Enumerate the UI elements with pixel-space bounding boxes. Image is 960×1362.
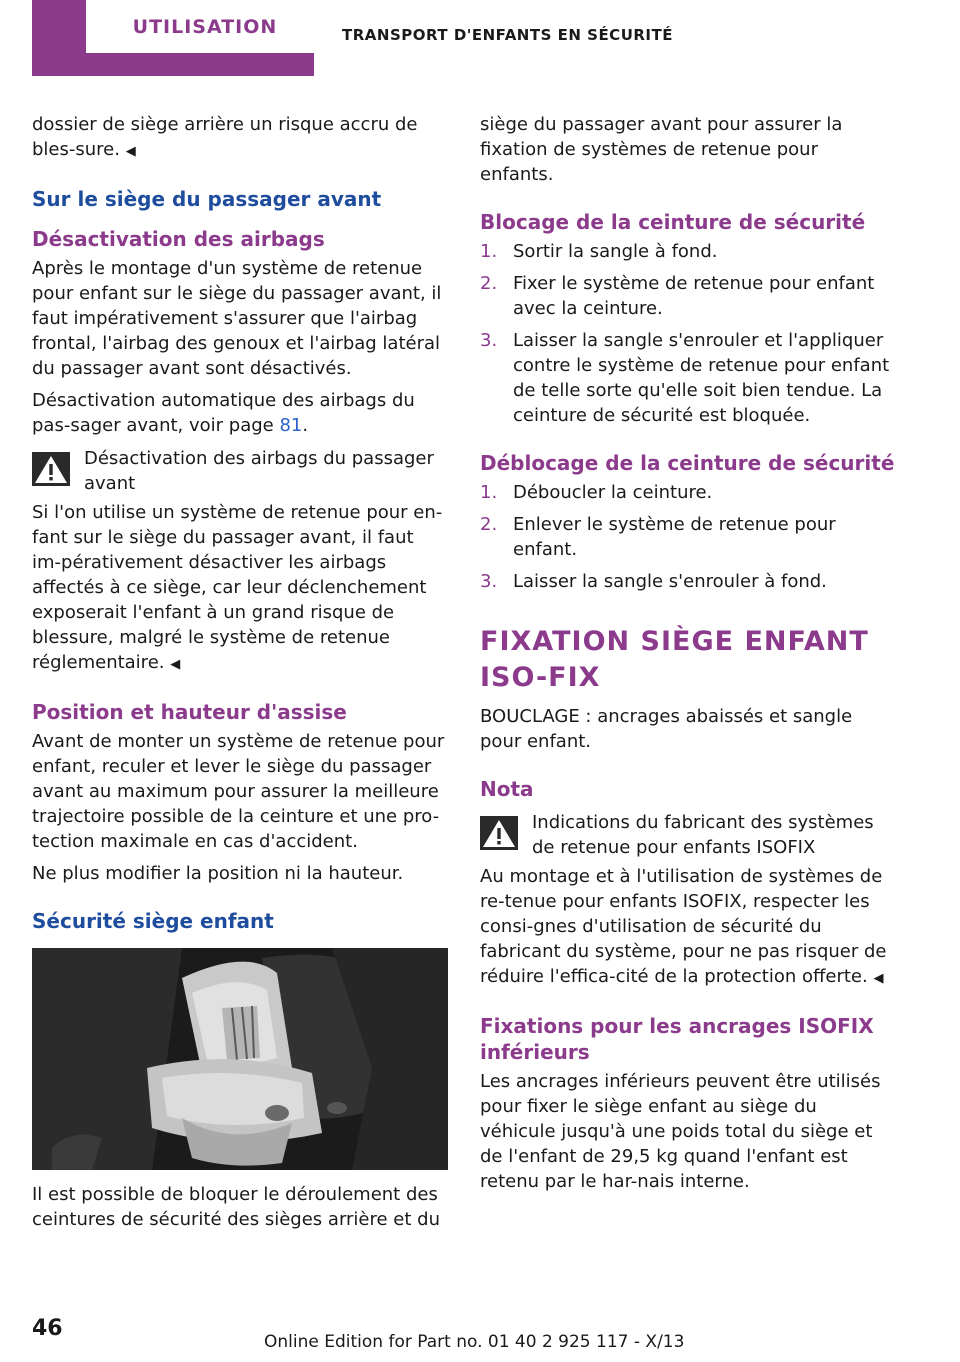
list-unlock-steps xyxy=(480,480,896,594)
warning-body: Au montage et à l'utilisation de systèmes de re-tenue pour enfants ISOFIX, respecter les consi-gnes d'utilisation de sécurité du fabricant du système, pour ne pas risquer de réduire l'effica-cité de la protection offerte. ◀ xyxy=(480,866,887,987)
chapter-title: TRANSPORT D'ENFANTS EN SÉCURITÉ xyxy=(342,26,673,44)
section-tab-bar xyxy=(32,0,314,76)
heading-child-seat-safety: Sécurité siège enfant xyxy=(32,909,274,933)
paragraph-no-modify: Ne plus modifier la position ni la hauteur. xyxy=(32,863,404,884)
warning-title: Indications du fabricant des systèmes de retenue pour enfants ISOFIX xyxy=(532,812,874,858)
page-link[interactable]: 81 xyxy=(279,415,303,436)
heading-airbag-deactivation: Désactivation des airbags xyxy=(32,227,325,251)
right-column xyxy=(480,112,896,1201)
warning-title: Désactivation des airbags du passager avant xyxy=(84,448,434,494)
warning-body: Si l'on utilise un système de retenue pour en-fant sur le siège du passager avant, il faut im-pérativement désactiver les airbags affectés à ce siège, car leur déclenchement exposerait l'enfant à un grand risque de blessure, malgré le système de retenue réglementaire. ◀ xyxy=(32,502,443,673)
warning-triangle-icon xyxy=(480,816,518,850)
heading-isofix: FIXATION SIÈGE ENFANT ISO-FIX xyxy=(480,626,869,693)
heading-belt-unlock: Déblocage de la ceinture de sécurité xyxy=(480,451,895,475)
continued-paragraph: dossier de siège arrière un risque accru de bles-sure. ◀ xyxy=(32,114,418,160)
warning-triangle-icon xyxy=(32,452,70,486)
section-tab: UTILISATION xyxy=(86,0,324,53)
page-number: 46 xyxy=(32,1316,63,1341)
paragraph-bouclage: BOUCLAGE : ancrages abaissés et sangle pour enfant. xyxy=(480,706,853,752)
child-seat-illustration xyxy=(32,948,448,1170)
paragraph-auto-deactivation: Désactivation automatique des airbags du pas-sager avant, voir page 81. xyxy=(32,390,415,436)
heading-lower-anchors: Fixations pour les ancrages ISOFIX inférieurs xyxy=(480,1014,874,1064)
end-mark: ◀ xyxy=(125,144,136,159)
list-item: 3. Laisser la sangle s'enrouler à fond. xyxy=(480,571,827,592)
heading-nota: Nota xyxy=(480,777,534,801)
end-mark: ◀ xyxy=(170,657,181,672)
edition-footer: Online Edition for Part no. 01 40 2 925 117 - X/13 xyxy=(264,1332,685,1352)
list-lock-steps xyxy=(480,239,896,428)
paragraph-deactivation: Après le montage d'un système de retenue pour enfant sur le siège du passager avant, il faut impérativement s'assurer que l'airbag frontal, l'airbag des genoux et l'airbag latéral du passager avant sont désactivés. xyxy=(32,258,442,379)
list-item: 2. Fixer le système de retenue pour enfant avec la ceinture. xyxy=(480,273,875,319)
list-item: 1. Sortir la sangle à fond. xyxy=(480,241,718,262)
paragraph-block-belts: Il est possible de bloquer le déroulement des ceintures de sécurité des sièges arrière et du xyxy=(32,1184,440,1230)
left-column xyxy=(32,112,448,1239)
paragraph-position: Avant de monter un système de retenue pour enfant, reculer et lever le siège du passager avant au maximum pour assurer la meilleure trajectoire possible de la ceinture et une pro-tection maximale en cas d'accident. xyxy=(32,731,445,852)
child-seat-photo xyxy=(32,948,448,1170)
heading-belt-lock: Blocage de la ceinture de sécurité xyxy=(480,210,866,234)
warning-airbag xyxy=(32,446,448,496)
heading-front-passenger: Sur le siège du passager avant xyxy=(32,187,382,211)
paragraph-lower-anchors: Les ancrages inférieurs peuvent être utilisés pour fixer le siège enfant au siège du véhicule jusqu'à une poids total du siège et de l'enfant de 29,5 kg quand l'enfant est retenu par le har-nais interne. xyxy=(480,1071,881,1192)
heading-seat-position: Position et hauteur d'assise xyxy=(32,700,347,724)
list-item: 3. Laisser la sangle s'enrouler et l'appliquer contre le système de retenue pour enfant de telle sorte qu'elle soit bien tendue. La ceinture de sécurité est bloquée. xyxy=(480,330,890,426)
end-mark: ◀ xyxy=(873,971,884,986)
warning-isofix xyxy=(480,810,896,860)
paragraph-continued-right: siège du passager avant pour assurer la fixation de systèmes de retenue pour enfants. xyxy=(480,114,843,185)
list-item: 1. Déboucler la ceinture. xyxy=(480,482,713,503)
list-item: 2. Enlever le système de retenue pour enfant. xyxy=(480,514,836,560)
